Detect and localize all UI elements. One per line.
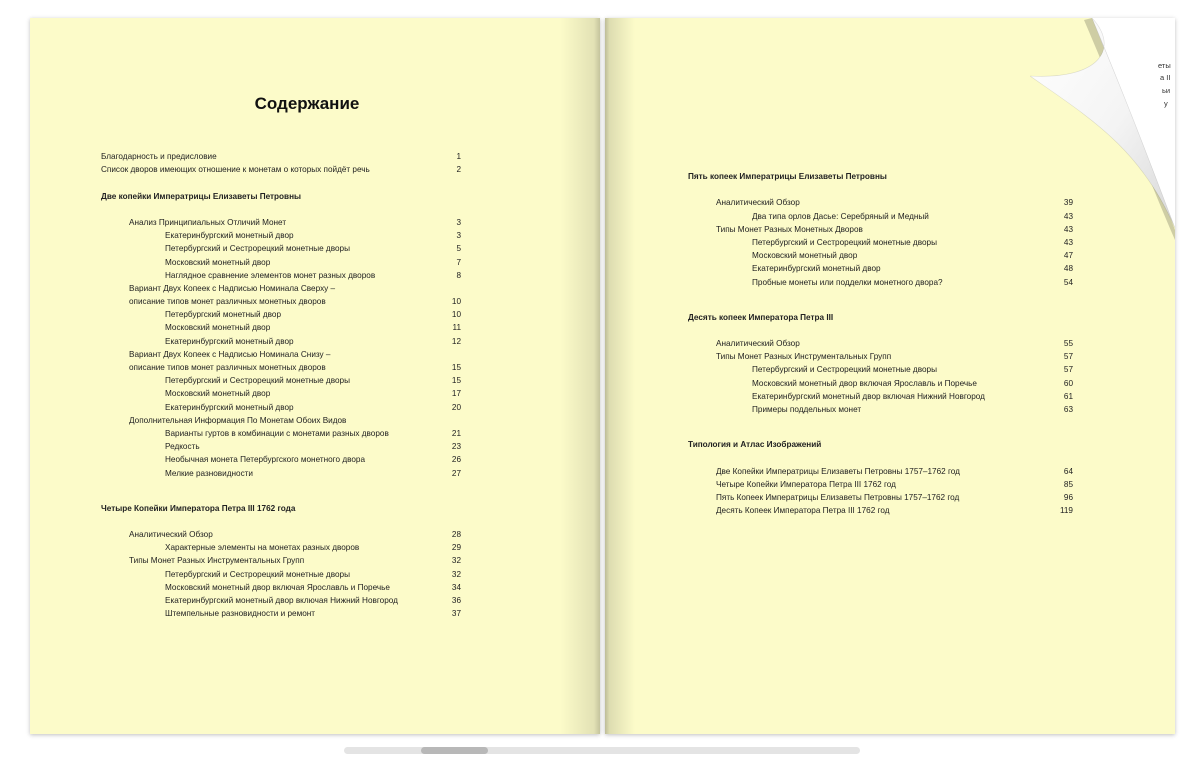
toc-entry-page-number: 39 — [1063, 198, 1073, 208]
toc-entry-title: Необычная монета Петербургского монетного двора — [165, 455, 366, 465]
toc-entry-title: Десять копеек Императора Петра III — [688, 312, 834, 322]
toc-entry-title: Московский монетный двор — [165, 389, 271, 399]
toc-spacer — [101, 203, 461, 216]
toc-entry-title: Четыре Копейки Императора Петра III 1762 года — [101, 503, 296, 513]
toc-entry[interactable] — [688, 465, 1073, 478]
toc-spacer — [688, 289, 1073, 311]
toc-entry-page-number: 57 — [1063, 352, 1073, 362]
toc-entry-title: Мелкие разновидности — [165, 468, 253, 478]
toc-entry[interactable] — [101, 361, 461, 374]
toc-entry-page-number: 17 — [451, 389, 461, 399]
toc-entry-title: Екатеринбургский монетный двор — [165, 231, 294, 241]
toc-section-heading[interactable] — [688, 311, 1073, 324]
toc-entry[interactable] — [101, 269, 461, 282]
toc-entry-title: Аналитический Обзор — [129, 530, 213, 540]
toc-entry-title: Типы Монет Разных Инструментальных Групп — [716, 352, 892, 362]
toc-entry-page-number: 5 — [456, 244, 461, 254]
toc-spacer — [101, 176, 461, 189]
toc-entry[interactable] — [101, 387, 461, 400]
toc-entry[interactable] — [688, 337, 1073, 350]
toc-entry-page-number: 7 — [456, 257, 461, 267]
toc-entry[interactable] — [101, 308, 461, 321]
toc-entry-title: Дополнительная Информация По Монетам Обоих Видов — [129, 415, 347, 425]
toc-entry-title: Московский монетный двор включая Ярославль и Поречье — [165, 582, 390, 592]
toc-entry[interactable] — [101, 594, 461, 607]
toc-entry[interactable] — [101, 440, 461, 453]
toc-entry-page-number: 1 — [456, 152, 461, 161]
toc-entry[interactable] — [101, 607, 461, 620]
toc-entry-title: Благодарность и предисловие — [101, 152, 217, 161]
toc-entry-page-number: 63 — [1063, 405, 1073, 414]
toc-entry-page-number: 57 — [1063, 365, 1073, 375]
toc-entry-page-number: 10 — [451, 297, 461, 307]
toc-section-heading[interactable] — [101, 190, 461, 203]
toc-entry-page-number: 3 — [456, 231, 461, 241]
toc-entry[interactable] — [101, 282, 461, 295]
toc-entry[interactable] — [688, 390, 1073, 403]
toc-entry-page-number: 43 — [1063, 211, 1073, 221]
page-curl[interactable] — [1030, 18, 1175, 248]
toc-entry-page-number: 36 — [451, 596, 461, 605]
toc-entry[interactable] — [101, 453, 461, 466]
toc-entry-page-number: 28 — [451, 530, 461, 540]
page-curl-peek-text-4: у — [1164, 99, 1168, 108]
page-title: Содержание — [254, 94, 360, 113]
toc-entry[interactable] — [688, 377, 1073, 390]
toc-entry[interactable] — [101, 414, 461, 427]
toc-entry-page-number: 2 — [456, 165, 461, 175]
toc-entry[interactable] — [688, 196, 1073, 209]
right-page-gutter-shadow — [605, 18, 635, 734]
toc-entry-title: Пробные монеты или подделки монетного двора? — [752, 277, 943, 287]
toc-entry[interactable] — [688, 276, 1073, 289]
toc-entry[interactable] — [101, 163, 461, 176]
toc-entry-title: Петербургский и Сестрорецкий монетные дворы — [165, 569, 350, 579]
toc-entry[interactable] — [688, 403, 1073, 416]
toc-entry-page-number: 55 — [1063, 339, 1073, 349]
toc-entry-title: Екатеринбургский монетный двор включая Нижний Новгород — [165, 596, 398, 605]
toc-entry-title: Аналитический Обзор — [716, 198, 800, 208]
toc-entry[interactable] — [101, 581, 461, 594]
toc-spacer — [688, 416, 1073, 438]
toc-entry[interactable] — [688, 478, 1073, 491]
toc-entry-title: Вариант Двух Копеек с Надписью Номинала Снизу – — [129, 349, 331, 359]
toc-entry-title: Штемпельные разновидности и ремонт — [165, 609, 316, 619]
toc-entry[interactable] — [688, 249, 1073, 262]
toc-entry[interactable] — [688, 350, 1073, 363]
toc-entry-page-number: 61 — [1063, 391, 1073, 401]
toc-entry[interactable] — [101, 150, 461, 163]
toc-entry-title: Екатеринбургский монетный двор — [165, 402, 294, 412]
toc-entry-title: Екатеринбургский монетный двор включая Нижний Новгород — [752, 391, 985, 401]
toc-section-heading[interactable] — [688, 170, 1073, 183]
toc-entry-title: Пять копеек Императрицы Елизаветы Петровны — [688, 172, 887, 181]
toc-entry-title: Типы Монет Разных Инструментальных Групп — [129, 556, 305, 566]
toc-entry-title: Московский монетный двор включая Ярославль и Поречье — [752, 378, 977, 388]
toc-entry-title: Вариант Двух Копеек с Надписью Номинала Сверху – — [129, 283, 336, 293]
toc-entry[interactable] — [101, 216, 461, 229]
toc-entry-page-number: 43 — [1063, 237, 1073, 247]
toc-entry-title: описание типов монет различных монетных дворов — [129, 363, 326, 372]
toc-entry-page-number: 47 — [1063, 251, 1073, 261]
toc-entry-page-number: 32 — [451, 569, 461, 579]
toc-entry[interactable] — [101, 554, 461, 567]
toc-left-list — [101, 150, 461, 620]
toc-entry-title: Московский монетный двор — [165, 257, 271, 267]
toc-entry[interactable] — [688, 210, 1073, 223]
toc-entry[interactable] — [101, 541, 461, 554]
toc-entry-title: Екатеринбургский монетный двор — [752, 264, 881, 274]
toc-entry[interactable] — [688, 262, 1073, 275]
toc-entry-page-number: 26 — [451, 455, 461, 465]
toc-entry-title: Десять Копеек Императора Петра III 1762 год — [716, 506, 890, 516]
toc-entry[interactable] — [688, 223, 1073, 236]
toc-spacer — [101, 480, 461, 502]
toc-entry-page-number: 43 — [1063, 224, 1073, 234]
toc-entry-title: Четыре Копейки Императора Петра III 1762 год — [716, 479, 896, 489]
toc-entry[interactable] — [101, 374, 461, 387]
toc-entry-title: Наглядное сравнение элементов монет разных дворов — [165, 270, 376, 280]
toc-entry[interactable] — [101, 528, 461, 541]
toc-entry-page-number: 15 — [451, 376, 461, 386]
toc-entry-title: описание типов монет различных монетных дворов — [129, 297, 326, 307]
toc-entry-page-number: 8 — [456, 270, 461, 280]
toc-section-heading[interactable] — [101, 502, 461, 515]
toc-entry[interactable] — [101, 321, 461, 334]
toc-entry-title: Анализ Принципиальных Отличий Монет — [129, 217, 287, 227]
toc-entry-title: Характерные элементы на монетах разных дворов — [165, 543, 360, 553]
toc-entry-page-number: 21 — [451, 428, 461, 438]
toc-spacer — [101, 515, 461, 528]
toc-entry-page-number: 37 — [451, 609, 461, 619]
toc-right-list — [688, 170, 1073, 517]
toc-entry[interactable] — [101, 335, 461, 348]
toc-entry-page-number: 15 — [451, 363, 461, 372]
toc-entry[interactable] — [101, 229, 461, 242]
toc-spacer — [688, 183, 1073, 196]
toc-entry[interactable] — [101, 256, 461, 269]
toc-spacer — [688, 324, 1073, 337]
left-page-gutter-shadow — [560, 18, 600, 734]
toc-entry-title: Московский монетный двор — [165, 323, 271, 333]
horizontal-scrollbar[interactable] — [344, 747, 860, 754]
toc-entry-title: Аналитический Обзор — [716, 339, 800, 349]
toc-entry-page-number: 85 — [1063, 479, 1073, 489]
toc-entry-page-number: 48 — [1063, 264, 1073, 274]
toc-entry-title: Список дворов имеющих отношение к монетам о которых пойдёт речь — [101, 165, 370, 175]
toc-entry[interactable] — [101, 295, 461, 308]
toc-entry[interactable] — [688, 363, 1073, 376]
page-curl-peek-text-3: ьи — [1162, 86, 1171, 95]
toc-entry-page-number: 23 — [451, 442, 461, 452]
toc-entry-page-number: 60 — [1063, 378, 1073, 388]
toc-entry-page-number: 11 — [452, 323, 461, 333]
page-curl-peek-text-1: еты — [1158, 61, 1171, 70]
toc-entry-page-number: 27 — [451, 468, 461, 478]
toc-entry-page-number: 119 — [1059, 506, 1073, 516]
toc-entry[interactable] — [101, 348, 461, 361]
toc-entry-title: Примеры поддельных монет — [752, 405, 862, 414]
toc-entry-page-number: 54 — [1063, 277, 1073, 287]
toc-entry-title: Типы Монет Разных Монетных Дворов — [716, 224, 863, 234]
toc-section-heading[interactable] — [688, 438, 1073, 451]
toc-entry-title: Петербургский монетный двор — [165, 310, 282, 320]
toc-entry-title: Петербургский и Сестрорецкий монетные дворы — [165, 376, 350, 386]
toc-entry-title: Петербургский и Сестрорецкий монетные дворы — [165, 244, 350, 254]
toc-entry-page-number: 34 — [451, 582, 461, 592]
toc-entry-title: Московский монетный двор — [752, 251, 858, 261]
toc-entry-title: Две Копейки Императрицы Елизаветы Петровны 1757–1762 год — [716, 466, 960, 476]
scrollbar-thumb[interactable] — [421, 747, 488, 754]
toc-entry-page-number: 96 — [1063, 492, 1073, 502]
toc-entry[interactable] — [101, 427, 461, 440]
toc-entry-page-number: 10 — [451, 310, 461, 320]
toc-spacer — [688, 451, 1073, 464]
toc-entry-title: Екатеринбургский монетный двор — [165, 336, 294, 346]
toc-entry-title: Петербургский и Сестрорецкий монетные дворы — [752, 365, 937, 375]
toc-entry-page-number: 64 — [1063, 466, 1073, 476]
toc-entry[interactable] — [101, 401, 461, 414]
toc-entry-page-number: 32 — [451, 556, 461, 566]
toc-entry[interactable] — [101, 467, 461, 480]
toc-entry[interactable] — [101, 568, 461, 581]
toc-entry-title: Петербургский и Сестрорецкий монетные дворы — [752, 237, 937, 247]
toc-entry[interactable] — [688, 504, 1073, 517]
toc-entry-title: Два типа орлов Дасье: Серебряный и Медный — [752, 211, 929, 221]
toc-entry-page-number: 12 — [451, 336, 461, 346]
toc-entry[interactable] — [688, 236, 1073, 249]
toc-entry[interactable] — [101, 242, 461, 255]
toc-entry-title: Две копейки Императрицы Елизаветы Петровны — [101, 191, 302, 201]
page-curl-peek-text-2: а II — [1160, 73, 1171, 82]
toc-entry-title: Варианты гуртов в комбинации с монетами разных дворов — [165, 428, 389, 438]
toc-entry-title: Редкость — [165, 442, 200, 452]
toc-entry[interactable] — [688, 491, 1073, 504]
toc-entry-page-number: 3 — [456, 217, 461, 227]
toc-entry-page-number: 29 — [451, 543, 461, 553]
toc-entry-page-number: 20 — [451, 402, 461, 412]
toc-entry-title: Пять Копеек Императрицы Елизаветы Петровны 1757–1762 год — [716, 492, 960, 502]
toc-entry-title: Типология и Атлас Изображений — [688, 440, 822, 450]
